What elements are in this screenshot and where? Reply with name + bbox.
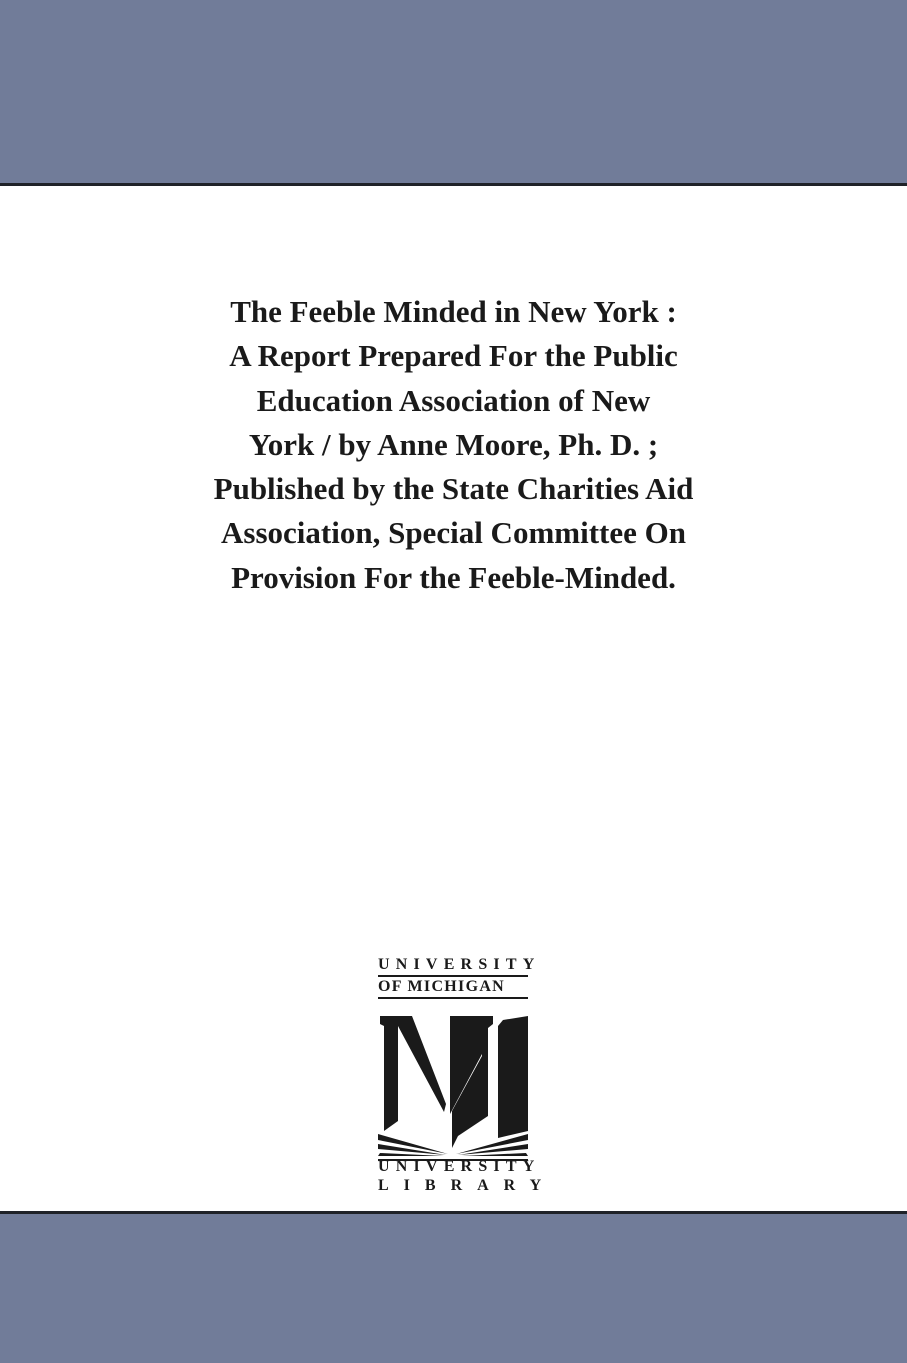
logo-text-university-2: UNIVERSITY: [378, 1158, 541, 1175]
title-line: York / by Anne Moore, Ph. D. ;: [248, 426, 659, 462]
logo-text-library: LIBRARY: [378, 1177, 557, 1194]
logo-rule: [378, 975, 528, 977]
logo-text-university: UNIVERSITY: [378, 956, 541, 973]
university-of-michigan-library-logo: [378, 954, 557, 1194]
top-color-band: [0, 0, 907, 186]
title-line: Association, Special Committee On: [221, 515, 686, 551]
title-line: Education Association of New: [256, 382, 651, 418]
bottom-color-band: [0, 1211, 907, 1363]
title-line: A Report Prepared For the Public: [229, 338, 678, 374]
title-line: Provision For the Feeble-Minded.: [231, 559, 676, 595]
logo-text-of-michigan: OF MICHIGAN: [378, 978, 506, 995]
title-line: Published by the State Charities Aid: [213, 471, 694, 507]
title-line: The Feeble Minded in New York :: [230, 294, 677, 329]
logo-rule: [378, 997, 528, 999]
book-title: [0, 290, 907, 600]
book-m-emblem-icon: [378, 1016, 528, 1156]
